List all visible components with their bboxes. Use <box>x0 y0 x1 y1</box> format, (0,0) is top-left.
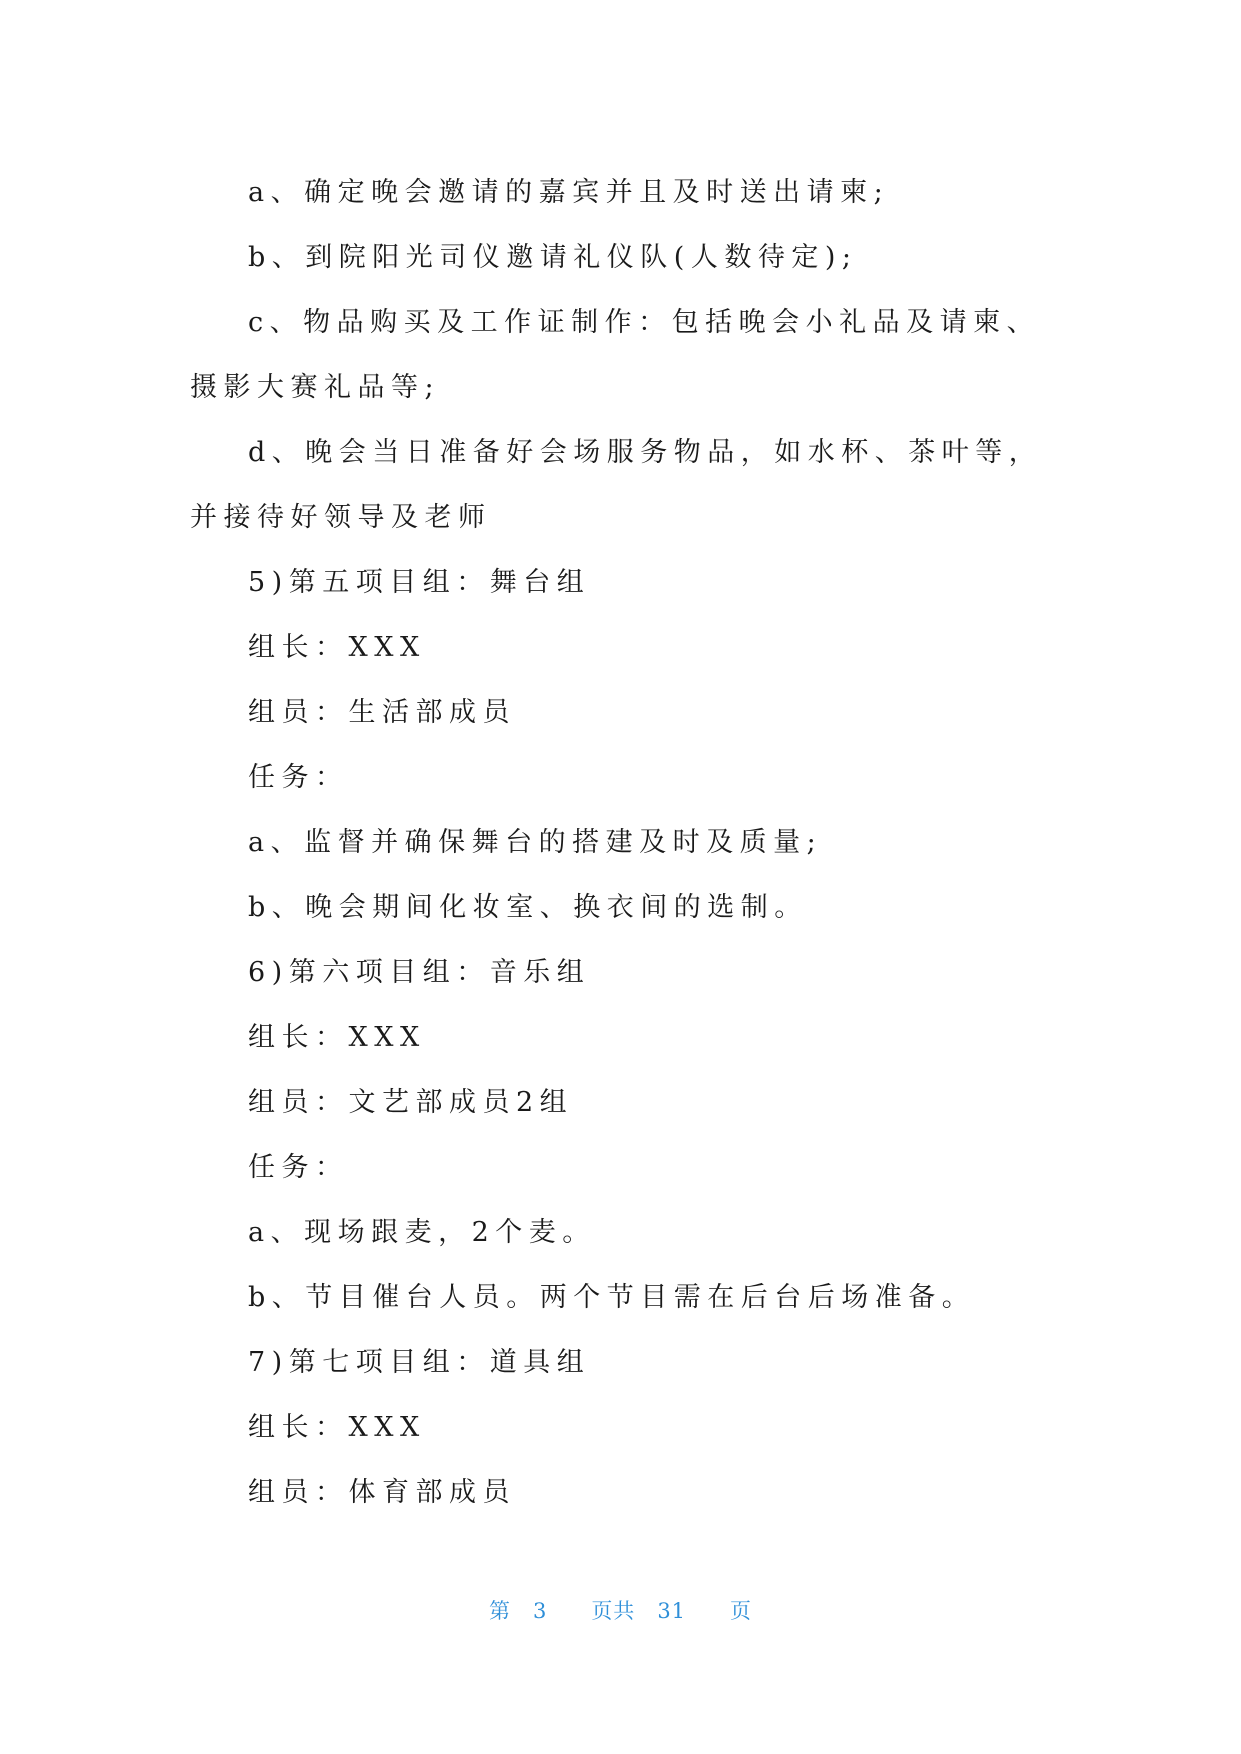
section-heading: 7)第七项目组：道具组 <box>248 1347 591 1378</box>
paragraph: d、晚会当日准备好会场服务物品，如水杯、茶叶等，并接待好领导及老师 <box>190 437 1043 533</box>
footer-page-suffix: 页 <box>730 1599 753 1623</box>
paragraph: b、晚会期间化妆室、换衣间的选制。 <box>248 892 808 923</box>
document-body <box>190 160 1050 1525</box>
section-heading: 5)第五项目组：舞台组 <box>248 567 591 598</box>
page-footer <box>0 1595 1241 1625</box>
footer-total-pages: 31 <box>657 1599 687 1623</box>
paragraph: a、确定晚会邀请的嘉宾并且及时送出请柬; <box>248 177 890 208</box>
paragraph: c、物品购买及工作证制作：包括晚会小礼品及请柬、摄影大赛礼品等; <box>190 307 1041 403</box>
paragraph: 组长：XXX <box>248 1022 426 1053</box>
paragraph: 任务： <box>248 1152 349 1183</box>
paragraph: 组员：文艺部成员2组 <box>248 1087 574 1118</box>
footer-current-page: 3 <box>532 1599 548 1623</box>
paragraph: 组员：体育部成员 <box>248 1477 516 1508</box>
paragraph: a、现场跟麦，2个麦。 <box>248 1217 596 1248</box>
paragraph: 组员：生活部成员 <box>248 697 516 728</box>
paragraph: 组长：XXX <box>248 1412 426 1443</box>
paragraph: 任务： <box>248 762 349 793</box>
paragraph: b、到院阳光司仪邀请礼仪队(人数待定); <box>248 242 858 273</box>
footer-page-mid: 页共 <box>591 1599 636 1623</box>
paragraph: a、监督并确保舞台的搭建及时及质量; <box>248 827 823 858</box>
paragraph: 组长：XXX <box>248 632 426 663</box>
paragraph: b、节目催台人员。两个节目需在后台后场准备。 <box>248 1282 976 1313</box>
footer-page-prefix: 第 <box>488 1599 511 1623</box>
section-heading: 6)第六项目组：音乐组 <box>248 957 591 988</box>
